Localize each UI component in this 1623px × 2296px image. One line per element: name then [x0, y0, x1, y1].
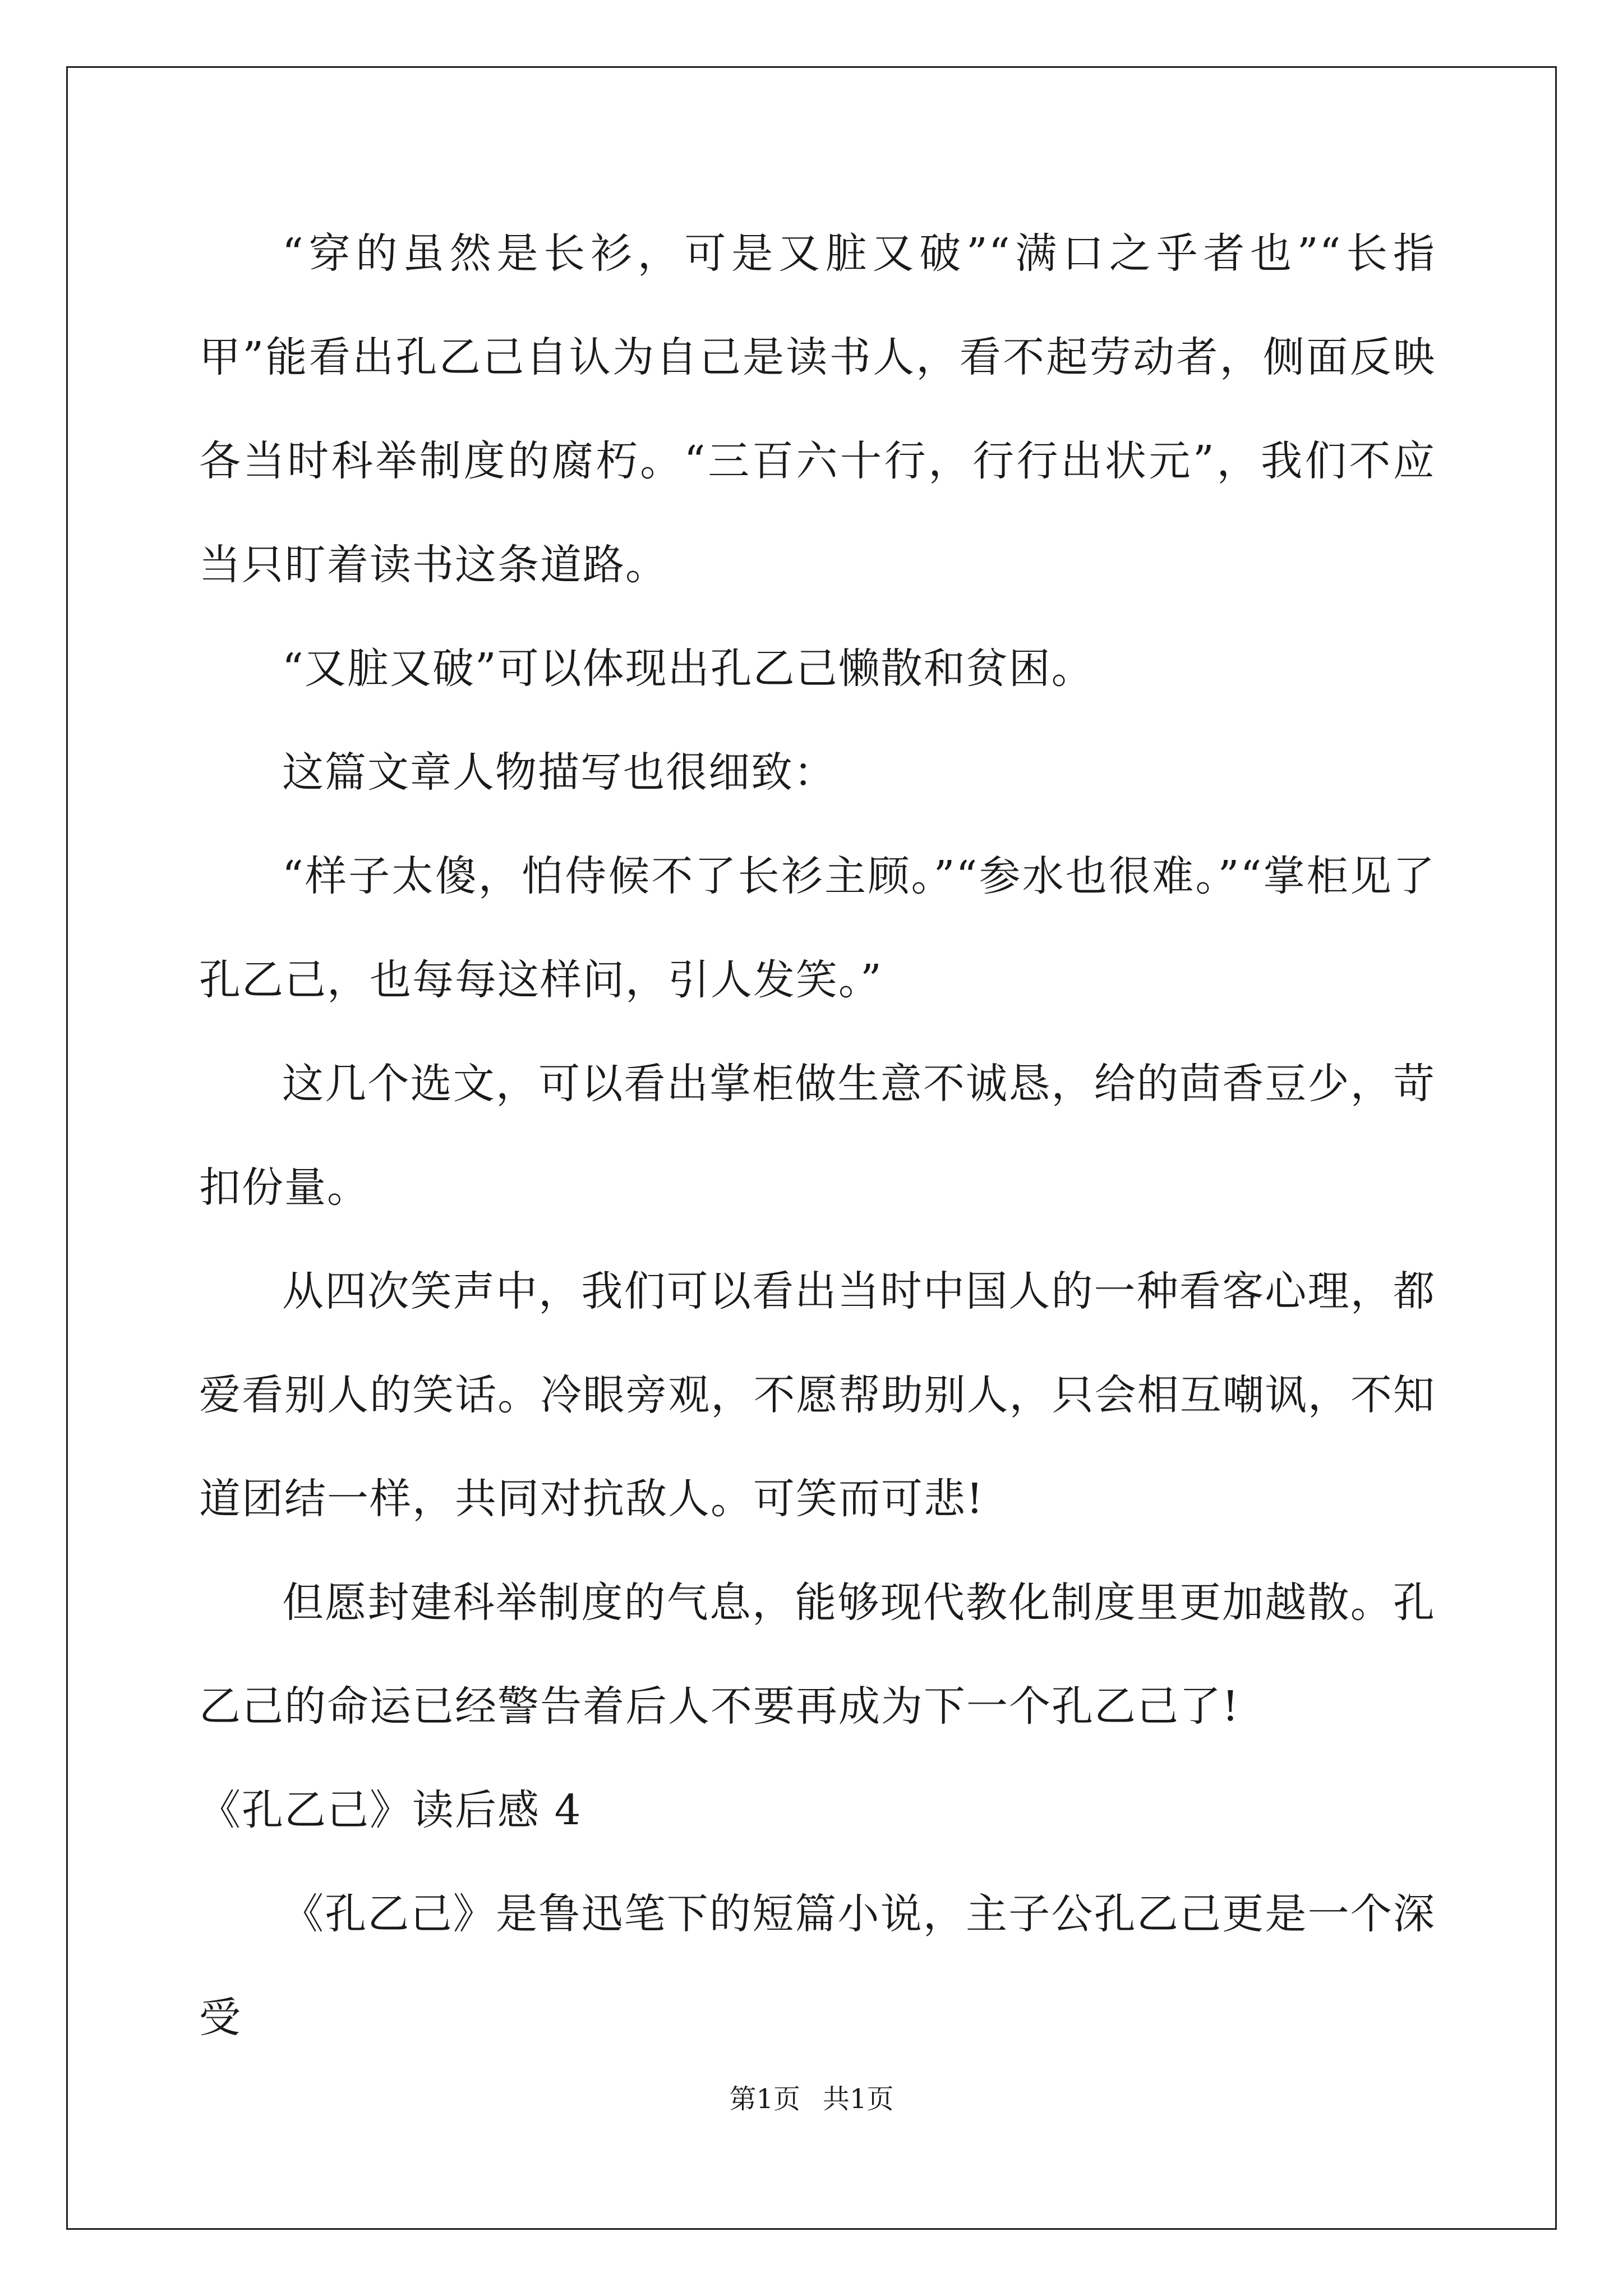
paragraph-3: 这篇文章人物描写也很细致：	[282, 748, 836, 797]
paragraph-4: “样子太傻，怕侍候不了长衫主顾。”“参水也很难。”“掌柜见了孔乙己，也每每这样问，引人发笑。”	[199, 852, 1436, 1004]
page-total: 共1页	[823, 2083, 894, 2115]
document-body	[199, 202, 1436, 2070]
paragraph-5: 这几个选文，可以看出掌柜做生意不诚恳，给的茴香豆少，苛扣份量。	[199, 1060, 1436, 1212]
paragraph-7: 但愿封建科举制度的气息，能够现代教化制度里更加越散。孔乙己的命运已经警告着后人不要再成为下一个孔乙己了!	[199, 1579, 1436, 1731]
page-number: 第1页	[729, 2083, 800, 2115]
paragraph-2: “又脏又破”可以体现出孔乙己懒散和贫困。	[282, 645, 1094, 693]
paragraph-1: “穿的虽然是长衫，可是又脏又破”“满口之乎者也”“长指甲”能看出孔乙己自认为自己是读书人，看不起劳动者，侧面反映各当时科举制度的腐朽。“三百六十行，行行出状元”，我们不应当只盯着读书这条道路。	[199, 229, 1436, 589]
paragraph-8: 《孔乙己》是鲁迅笔下的短篇小说，主子公孔乙己更是一个深受	[199, 1890, 1436, 2042]
paragraph-6: 从四次笑声中，我们可以看出当时中国人的一种看客心理，都爱看别人的笑话。冷眼旁观，不愿帮助别人，只会相互嘲讽，不知道团结一样，共同对抗敌人。可笑而可悲!	[199, 1267, 1436, 1523]
page-footer	[0, 2082, 1623, 2116]
section-heading: 《孔乙己》读后感 4	[199, 1786, 582, 1834]
